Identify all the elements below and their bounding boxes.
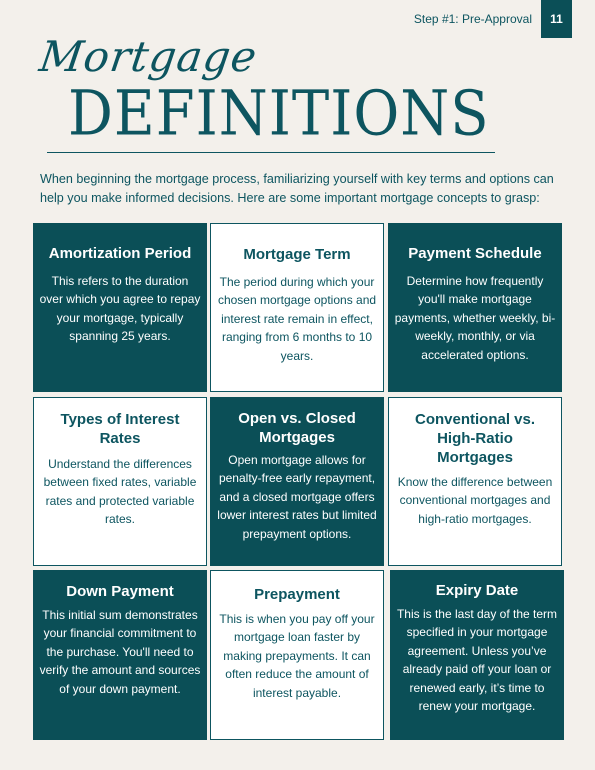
card-body: This is the last day of the term specified in your mortgage agreement. Unless you’ve already paid off your loan or renewed early, it’s time to renew your mortgage. xyxy=(396,607,558,714)
page-number-badge: 11 xyxy=(541,0,572,38)
title-script: Mortgage xyxy=(36,32,261,81)
card-title: Payment Schedule xyxy=(408,245,542,262)
card-title: Prepayment xyxy=(254,586,340,603)
step-label: Step #1: Pre-Approval xyxy=(413,12,532,26)
card-prepayment xyxy=(210,570,384,740)
card-body: Open mortgage allows for penalty-free early repayment, and a closed mortgage offers lower interest rates but limited prepayment options. xyxy=(217,453,377,541)
card-down-payment xyxy=(33,570,207,740)
card-title: Types of Interest Rates xyxy=(60,411,180,447)
page-title: DEFINITIONS xyxy=(68,78,490,150)
card-title: Amortization Period xyxy=(48,245,192,262)
card-title: Down Payment xyxy=(66,583,174,600)
card-body: The period during which your chosen mortgage options and interest rate remain in effect, ranging from 6 months to 10 years. xyxy=(217,275,377,363)
card-body: This refers to the duration over which you agree to repay your mortgage, typically spanning 25 years. xyxy=(39,274,201,344)
card-title: Conventional vs. High-Ratio Mortgages xyxy=(414,411,536,466)
card-amortization-period xyxy=(33,223,207,392)
card-conventional-vs-high-ratio xyxy=(388,397,562,566)
card-payment-schedule xyxy=(388,223,562,392)
card-body: This initial sum demonstrates your financial commitment to the purchase. You'll need to verify the amount and sources of your down payment. xyxy=(39,608,201,696)
intro-paragraph: When beginning the mortgage process, familiarizing yourself with key terms and options can help you make informed decisions. Here are some important mortgage concepts to grasp: xyxy=(40,172,554,205)
card-open-vs-closed-mortgages xyxy=(210,397,384,566)
card-body: Determine how frequently you'll make mortgage payments, whether weekly, bi-weekly, monthly, or via accelerated options. xyxy=(394,274,556,362)
card-body: Understand the differences between fixed rates, variable rates and protected variable rates. xyxy=(43,457,197,527)
card-title: Open vs. Closed Mortgages xyxy=(238,410,356,446)
card-types-of-interest-rates xyxy=(33,397,207,566)
title-divider xyxy=(47,152,495,153)
card-body: This is when you pay off your mortgage loan faster by making prepayments. It can often reduce the amount of interest payable. xyxy=(219,612,375,700)
card-expiry-date xyxy=(390,570,564,740)
card-title: Expiry Date xyxy=(435,582,519,599)
card-mortgage-term xyxy=(210,223,384,392)
card-title: Mortgage Term xyxy=(243,246,351,263)
card-body: Know the difference between conventional mortgages and high-ratio mortgages. xyxy=(397,475,553,526)
